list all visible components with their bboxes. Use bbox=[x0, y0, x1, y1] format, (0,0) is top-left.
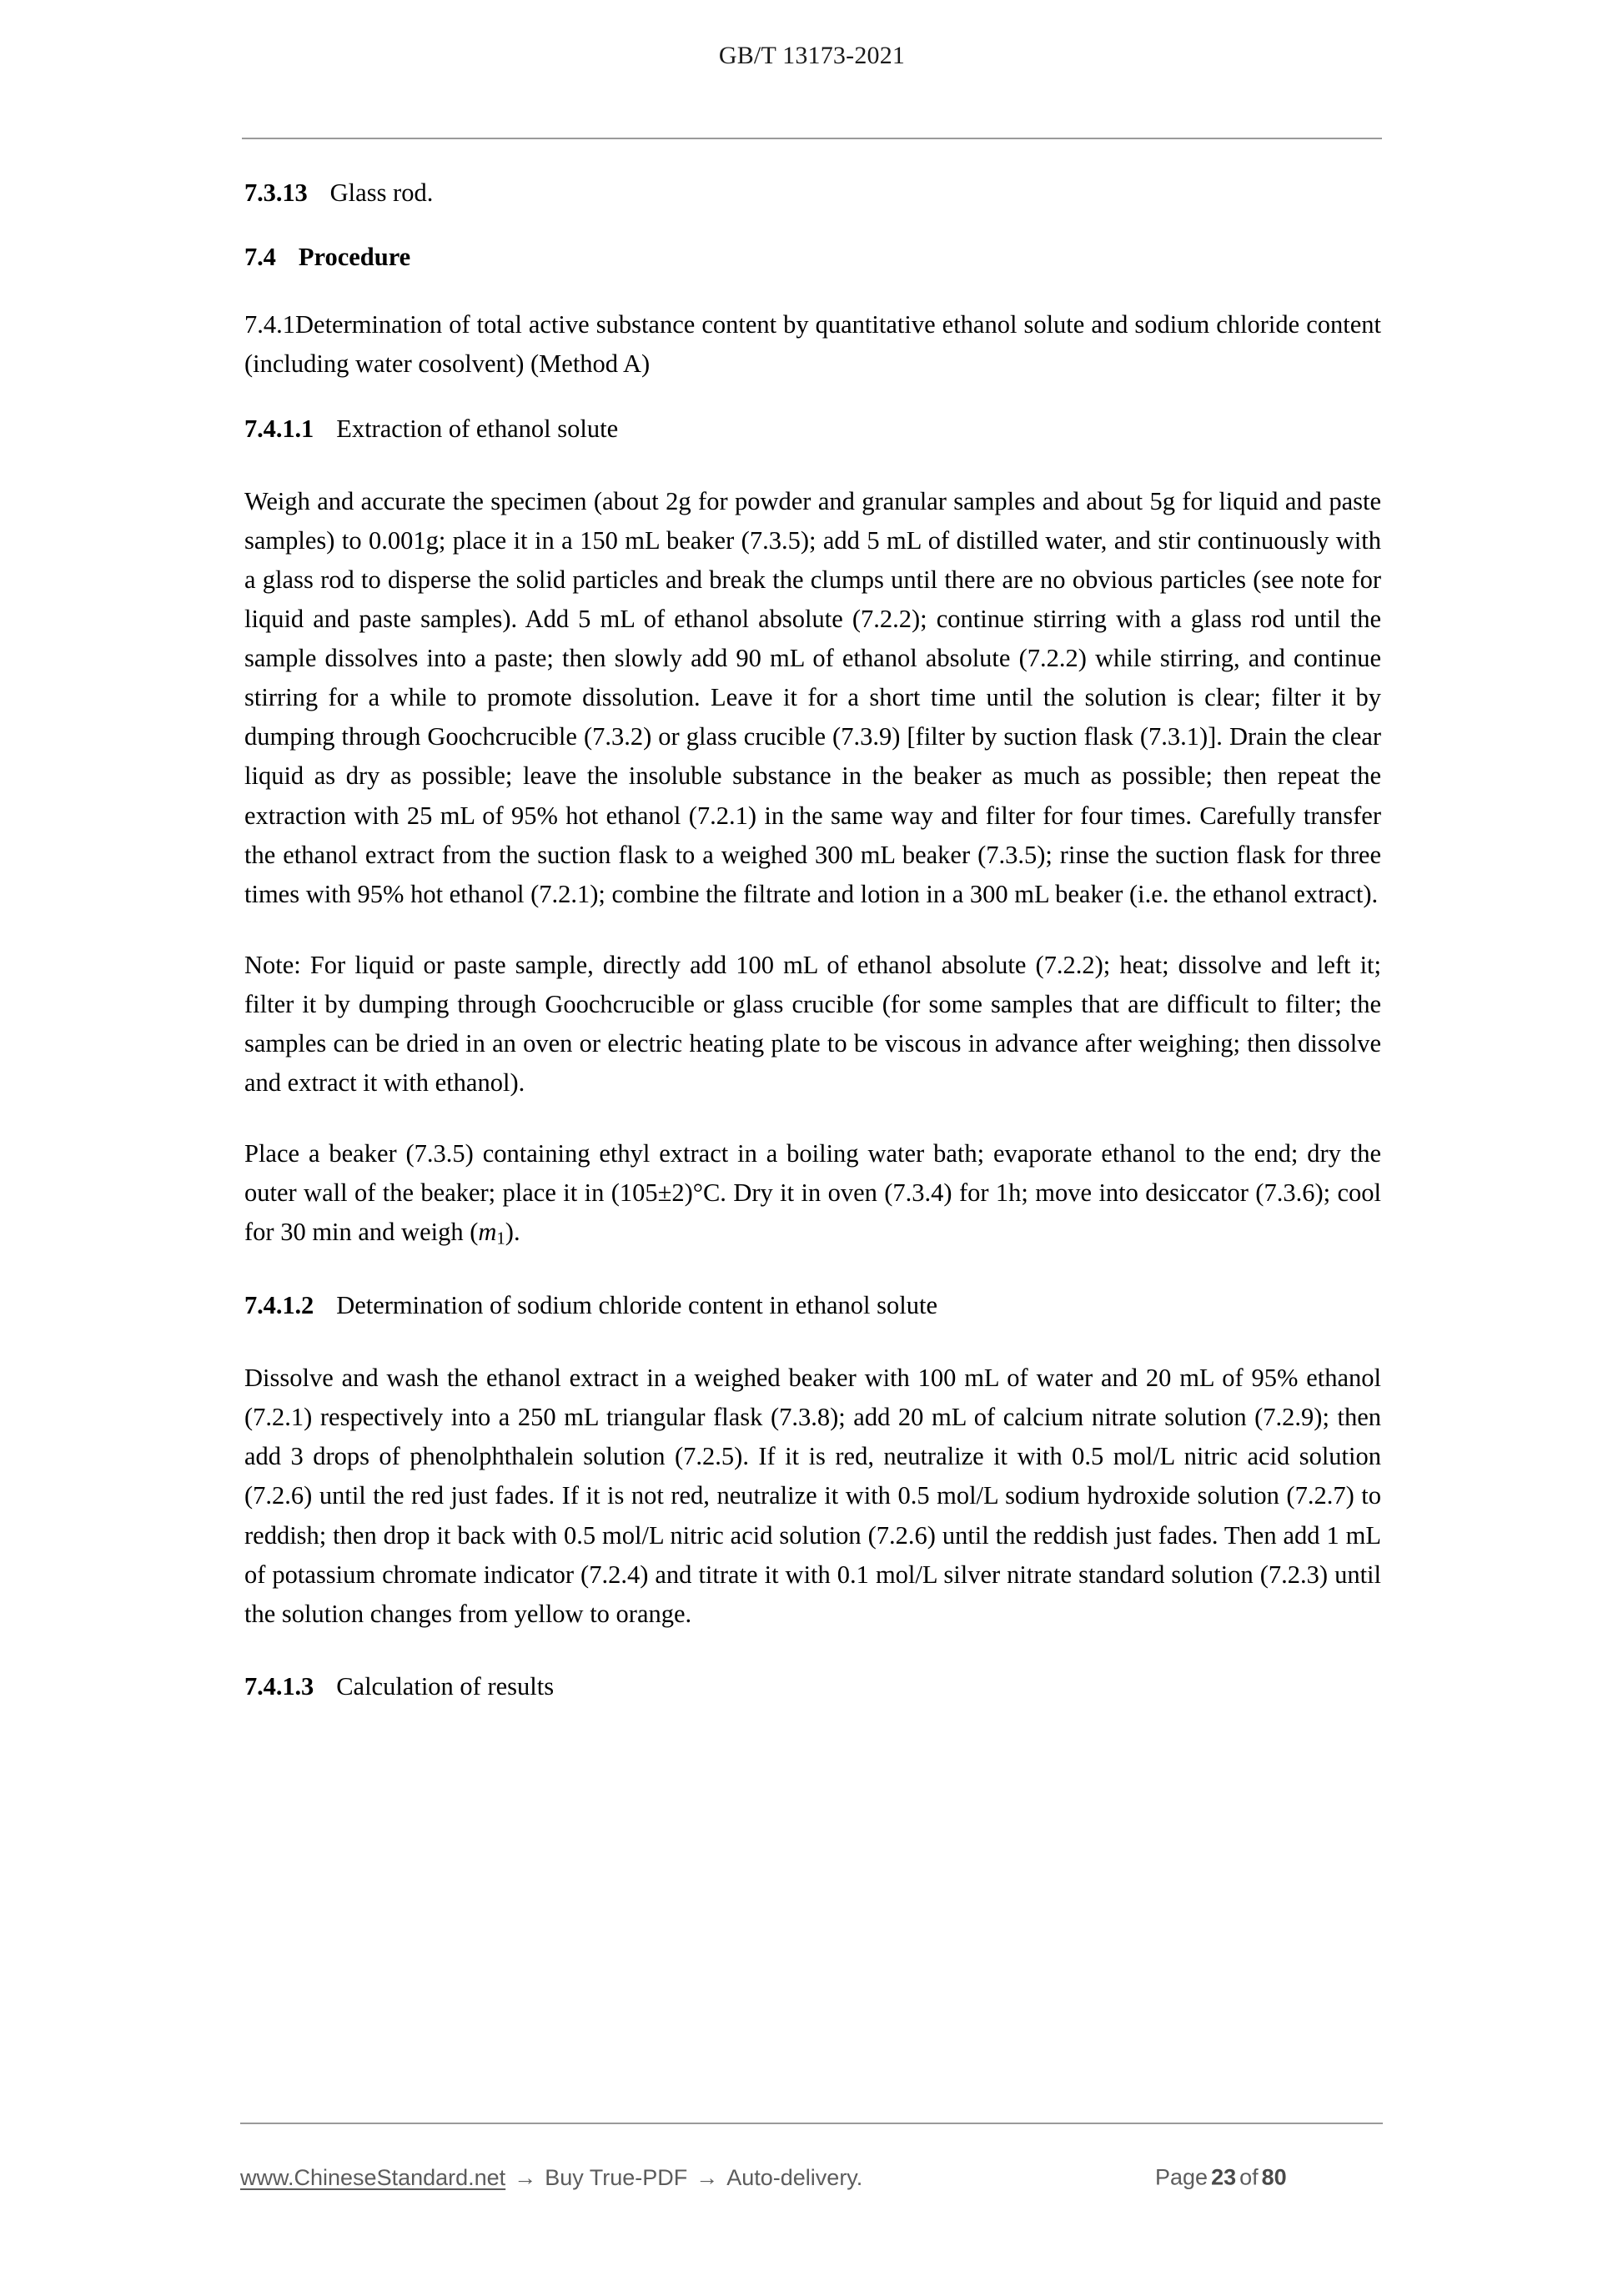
symbol-mass-subscript: 1 bbox=[496, 1230, 505, 1249]
page-of-label: of bbox=[1239, 2164, 1259, 2190]
page-word-label: Page bbox=[1155, 2164, 1208, 2190]
heading-number: 7.3.13 bbox=[244, 178, 308, 207]
heading-number: 7.4.1.1 bbox=[244, 414, 314, 443]
footer-promo bbox=[240, 2165, 862, 2191]
page-indicator bbox=[1155, 2165, 1290, 2191]
paragraph-note: Note: For liquid or paste sample, directly add 100 mL of ethanol absolute (7.2.2); heat; dissolve and left it; filter it by dumping through Goochcrucible or glass crucible (for some samples that are difficult to filter; the samples can be dried in an oven or electric heating plate to be viscous in advance after weighing; then dissolve and extract it with ethanol). bbox=[244, 950, 1381, 1098]
heading-7-4-1 bbox=[244, 305, 1381, 384]
heading-title: Glass rod. bbox=[329, 178, 434, 207]
heading-number: 7.4.1 bbox=[244, 310, 295, 339]
page-total-number: 80 bbox=[1261, 2164, 1287, 2190]
page-footer bbox=[240, 2148, 1383, 2207]
heading-7-4 bbox=[244, 241, 1381, 274]
heading-7-4-1-2 bbox=[244, 1289, 1381, 1322]
paragraph-extraction: Weigh and accurate the specimen (about 2g for powder and granular samples and about 5g for liquid and paste samples) to 0.001g; place it in a 150 mL beaker (7.3.5); add 5 mL of distilled water, and stir continuously with a glass rod to disperse the solid particles and break the clumps until there are no obvious particles (see note for liquid and paste samples). Add 5 mL of ethanol absolute (7.2.2); continue stirring with a glass rod until the sample dissolves into a paste; then slowly add 90 mL of ethanol absolute (7.2.2) while stirring, and continue stirring for a while to promote dissolution. Leave it for a short time until the solution is clear; filter it by dumping through Goochcrucible (7.3.2) or glass crucible (7.3.9) [filter by suction flask (7.3.1)]. Drain the clear liquid as dry as possible; leave the insoluble substance in the beaker as much as possible; then repeat the extraction with 25 mL of 95% hot ethanol (7.2.1) in the same way and filter for four times. Carefully transfer the ethanol extract from the suction flask to a weighed 300 mL beaker (7.3.5); rinse the suction flask for three times with 95% hot ethanol (7.2.1); combine the filtrate and lotion in a 300 mL beaker (i.e. the ethanol extract). bbox=[244, 486, 1381, 908]
footer-website-link[interactable]: www.ChineseStandard.net bbox=[240, 2164, 506, 2190]
header-divider bbox=[242, 138, 1382, 139]
heading-title: Determination of total active substance content by quantitative ethanol solute and sodium chloride content (including water cosolvent) (Method A) bbox=[244, 310, 1381, 379]
paragraph-drying-text-1: Place a beaker (7.3.5) containing ethyl extract in a boiling water bath; evaporate ethanol to the end; dry the outer wall of the beaker; place it in (105±2)°C. Dry it in oven (7.3.4) for 1h; move into desiccator (7.3.6); cool for 30 min and weigh ( bbox=[244, 1139, 1381, 1247]
footer-buy-label: Buy True-PDF bbox=[545, 2164, 688, 2190]
heading-7-4-1-3 bbox=[244, 1671, 1381, 1703]
heading-title: Determination of sodium chloride content in ethanol solute bbox=[336, 1291, 938, 1320]
arrow-right-icon: → bbox=[696, 2164, 719, 2190]
document-number: GB/T 13173-2021 bbox=[718, 42, 906, 69]
arrow-right-icon: → bbox=[514, 2164, 537, 2190]
heading-number: 7.4.1.3 bbox=[244, 1671, 314, 1701]
heading-title: Procedure bbox=[298, 243, 411, 272]
heading-title: Calculation of results bbox=[336, 1671, 555, 1701]
document-body bbox=[244, 177, 1381, 1703]
heading-number: 7.4.1.2 bbox=[244, 1291, 314, 1320]
symbol-mass-letter: m bbox=[478, 1218, 497, 1247]
symbol-mass-m1 bbox=[478, 1218, 505, 1249]
page-current-number: 23 bbox=[1211, 2164, 1237, 2190]
running-header bbox=[242, 42, 1382, 70]
heading-7-4-1-1 bbox=[244, 413, 1381, 445]
footer-delivery-label: Auto-delivery. bbox=[726, 2164, 863, 2190]
heading-7-3-13 bbox=[244, 177, 1381, 209]
heading-number: 7.4 bbox=[244, 243, 276, 272]
footer-divider bbox=[240, 2123, 1383, 2124]
heading-title: Extraction of ethanol solute bbox=[336, 414, 619, 443]
paragraph-drying-text-2: ). bbox=[505, 1218, 520, 1247]
paragraph-drying bbox=[244, 1134, 1381, 1253]
paragraph-sodium-chloride: Dissolve and wash the ethanol extract in a weighed beaker with 100 mL of water and 20 mL of 95% ethanol (7.2.1) respectively into a 250 mL triangular flask (7.3.8); add 20 mL of calcium nitrate solution (7.2.9); then add 3 drops of phenolphthalein solution (7.2.5). If it is red, neutralize it with 0.5 mol/L nitric acid solution (7.2.6) until the red just fades. If it is not red, neutralize it with 0.5 mol/L sodium hydroxide solution (7.2.7) to reddish; then drop it back with 0.5 mol/L nitric acid solution (7.2.6) until the reddish just fades. Then add 1 mL of potassium chromate indicator (7.2.4) and titrate it with 0.1 mol/L silver nitrate standard solution (7.2.3) until the solution changes from yellow to orange. bbox=[244, 1364, 1381, 1628]
